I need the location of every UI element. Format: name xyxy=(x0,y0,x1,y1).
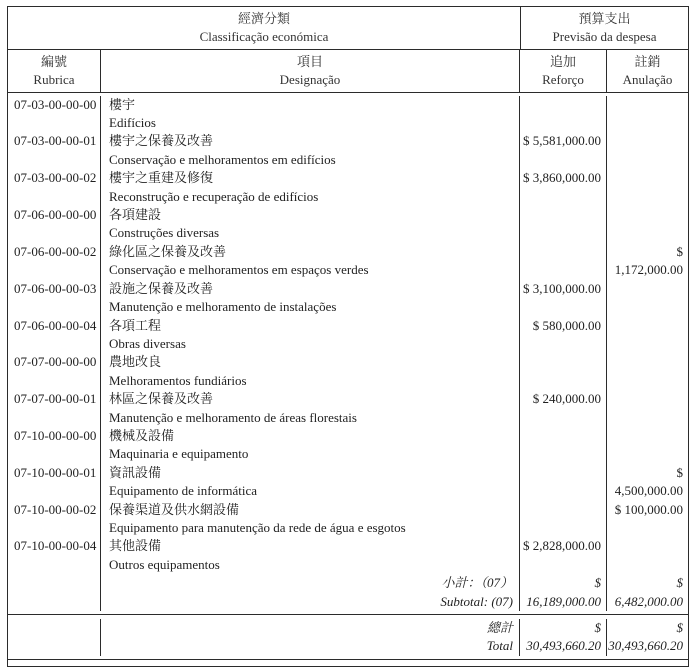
column-header-reinforcement-zh: 追加 xyxy=(549,53,576,69)
row-annulment-amount xyxy=(607,96,688,133)
row-annulment-amount xyxy=(607,353,688,390)
row-code: 07-10-00-00-04 xyxy=(8,537,101,574)
table-row xyxy=(8,169,688,206)
bottom-spacer xyxy=(8,660,688,666)
row-code: 07-10-00-00-00 xyxy=(8,427,101,464)
header-economic-classification-zh: 經濟分類 xyxy=(237,11,290,26)
row-reinforcement-amount xyxy=(520,96,607,133)
table-row xyxy=(8,280,688,317)
row-designation xyxy=(101,353,520,390)
row-annulment-amount xyxy=(607,317,688,354)
row-designation-zh: 設施之保養及改善 xyxy=(109,280,214,296)
column-header-code-zh: 編號 xyxy=(40,53,67,69)
total-row xyxy=(8,614,688,660)
row-annulment-amount xyxy=(607,206,688,243)
row-code: 07-10-00-00-02 xyxy=(8,501,101,538)
header-budget-expenditure xyxy=(521,7,688,49)
row-designation-pt: Conservação e melhoramentos em espaços verdes xyxy=(109,262,369,278)
row-reinforcement-amount xyxy=(520,427,607,464)
row-designation-pt: Conservação e melhoramentos em edifícios xyxy=(109,151,336,167)
row-designation-zh: 保養渠道及供水網設備 xyxy=(109,501,240,517)
row-reinforcement-amount xyxy=(520,464,607,501)
header-budget-expenditure-pt: Previsão da despesa xyxy=(552,29,657,45)
row-annulment-amount xyxy=(607,390,688,427)
row-designation xyxy=(101,96,520,133)
total-label xyxy=(101,619,520,656)
row-annulment-amount xyxy=(607,537,688,574)
row-designation-pt: Manutenção e melhoramento de instalações xyxy=(109,299,337,315)
row-designation xyxy=(101,206,520,243)
subtotal-label xyxy=(101,574,520,611)
table-row xyxy=(8,501,688,538)
row-designation xyxy=(101,132,520,169)
row-code: 07-03-00-00-02 xyxy=(8,169,101,206)
row-designation xyxy=(101,501,520,538)
table-row xyxy=(8,243,688,280)
header-group-row xyxy=(8,7,688,50)
row-annulment-amount xyxy=(607,280,688,317)
row-designation xyxy=(101,427,520,464)
row-designation xyxy=(101,169,520,206)
row-designation-zh: 其他設備 xyxy=(109,538,162,554)
row-designation xyxy=(101,243,520,280)
row-code: 07-10-00-00-01 xyxy=(8,464,101,501)
table-row xyxy=(8,464,688,501)
subtotal-annulment-amount: $ 6,482,000.00 xyxy=(614,575,683,609)
table-body xyxy=(8,93,688,575)
row-designation xyxy=(101,464,520,501)
row-reinforcement-amount: $ 3,860,000.00 xyxy=(520,169,607,206)
table-row xyxy=(8,427,688,464)
table-row xyxy=(8,317,688,354)
table-row xyxy=(8,132,688,169)
table-row xyxy=(8,390,688,427)
row-designation-zh: 機械及設備 xyxy=(109,427,175,443)
row-designation-pt: Maquinaria e equipamento xyxy=(109,446,249,462)
total-label-pt: Total xyxy=(486,638,513,654)
row-reinforcement-amount: $ 240,000.00 xyxy=(520,390,607,427)
row-designation-zh: 資訊設備 xyxy=(109,464,162,480)
row-annulment-amount xyxy=(607,132,688,169)
row-designation-zh: 樓宇 xyxy=(109,96,136,112)
row-designation-pt: Reconstrução e recuperação de edifícios xyxy=(109,188,319,204)
row-reinforcement-amount xyxy=(520,353,607,390)
column-header-code xyxy=(8,50,101,92)
column-header-reinforcement xyxy=(520,50,607,92)
row-designation-pt: Equipamento de informática xyxy=(109,483,258,499)
row-annulment-amount xyxy=(607,169,688,206)
row-reinforcement-amount xyxy=(520,243,607,280)
row-code: 07-03-00-00-01 xyxy=(8,132,101,169)
row-designation-pt: Edifícios xyxy=(109,115,156,131)
row-designation-pt: Manutenção e melhoramento de áreas florestais xyxy=(109,409,357,425)
row-annulment-amount: $ 4,500,000.00 xyxy=(614,464,683,499)
row-code: 07-06-00-00-03 xyxy=(8,280,101,317)
row-designation-zh: 樓宇之保養及改善 xyxy=(109,133,214,149)
row-designation-pt: Obras diversas xyxy=(109,335,186,351)
row-designation xyxy=(101,390,520,427)
total-label-zh: 總計 xyxy=(486,620,513,635)
row-designation-pt: Equipamento para manutenção da rede de água e esgotos xyxy=(109,519,406,535)
row-reinforcement-amount: $ 580,000.00 xyxy=(520,317,607,354)
row-designation-zh: 各項建設 xyxy=(109,207,162,223)
row-reinforcement-amount xyxy=(520,501,607,538)
row-designation-zh: 綠化區之保養及改善 xyxy=(109,243,227,259)
column-header-designation-pt: Designação xyxy=(279,72,341,88)
table-row xyxy=(8,96,688,133)
row-code: 07-06-00-00-04 xyxy=(8,317,101,354)
row-reinforcement-amount: $ 2,828,000.00 xyxy=(520,537,607,574)
column-header-designation-zh: 項目 xyxy=(296,53,323,69)
row-designation xyxy=(101,317,520,354)
row-code: 07-07-00-00-00 xyxy=(8,353,101,390)
row-designation-pt: Construções diversas xyxy=(109,225,220,241)
row-designation-pt: Outros equipamentos xyxy=(109,556,220,572)
column-header-reinforcement-pt: Reforço xyxy=(542,72,584,88)
row-reinforcement-amount: $ 5,581,000.00 xyxy=(520,132,607,169)
budget-table xyxy=(7,6,689,667)
row-annulment-amount: $ 1,172,000.00 xyxy=(614,243,683,278)
row-code: 07-06-00-00-00 xyxy=(8,206,101,243)
subtotal-row xyxy=(8,574,688,614)
header-budget-expenditure-zh: 預算支出 xyxy=(578,11,631,26)
row-code: 07-07-00-00-01 xyxy=(8,390,101,427)
row-designation-pt: Melhoramentos fundiários xyxy=(109,372,247,388)
row-designation-zh: 各項工程 xyxy=(109,317,162,333)
header-economic-classification-pt: Classificação económica xyxy=(199,29,329,45)
row-code: 07-06-00-00-02 xyxy=(8,243,101,280)
table-row xyxy=(8,353,688,390)
column-header-annulment-zh: 註銷 xyxy=(634,53,661,69)
header-economic-classification xyxy=(8,7,521,49)
row-designation-zh: 農地改良 xyxy=(109,354,162,370)
column-header-code-pt: Rubrica xyxy=(33,72,75,88)
row-reinforcement-amount xyxy=(520,206,607,243)
header-column-row xyxy=(8,50,688,93)
row-designation-zh: 樓宇之重建及修復 xyxy=(109,170,214,186)
row-designation xyxy=(101,280,520,317)
total-code-cell xyxy=(8,619,101,656)
column-header-designation xyxy=(101,50,520,92)
subtotal-label-zh: 小計：（07） xyxy=(441,575,513,591)
column-header-annulment-pt: Anulação xyxy=(622,72,673,88)
row-designation xyxy=(101,537,520,574)
row-annulment-amount: $ 100,000.00 xyxy=(614,501,683,517)
row-reinforcement-amount: $ 3,100,000.00 xyxy=(520,280,607,317)
table-row xyxy=(8,206,688,243)
subtotal-code-cell xyxy=(8,574,101,611)
column-header-annulment xyxy=(607,50,688,92)
row-code: 07-03-00-00-00 xyxy=(8,96,101,133)
table-row xyxy=(8,537,688,574)
total-annulment-amount: $ 30,493,660.20 xyxy=(608,620,683,654)
row-annulment-amount xyxy=(607,427,688,464)
subtotal-reinforcement-amount: $ 16,189,000.00 xyxy=(520,574,607,611)
row-designation-zh: 林區之保養及改善 xyxy=(109,391,214,407)
subtotal-label-pt: Subtotal: (07) xyxy=(440,593,513,609)
total-reinforcement-amount: $ 30,493,660.20 xyxy=(520,619,607,656)
